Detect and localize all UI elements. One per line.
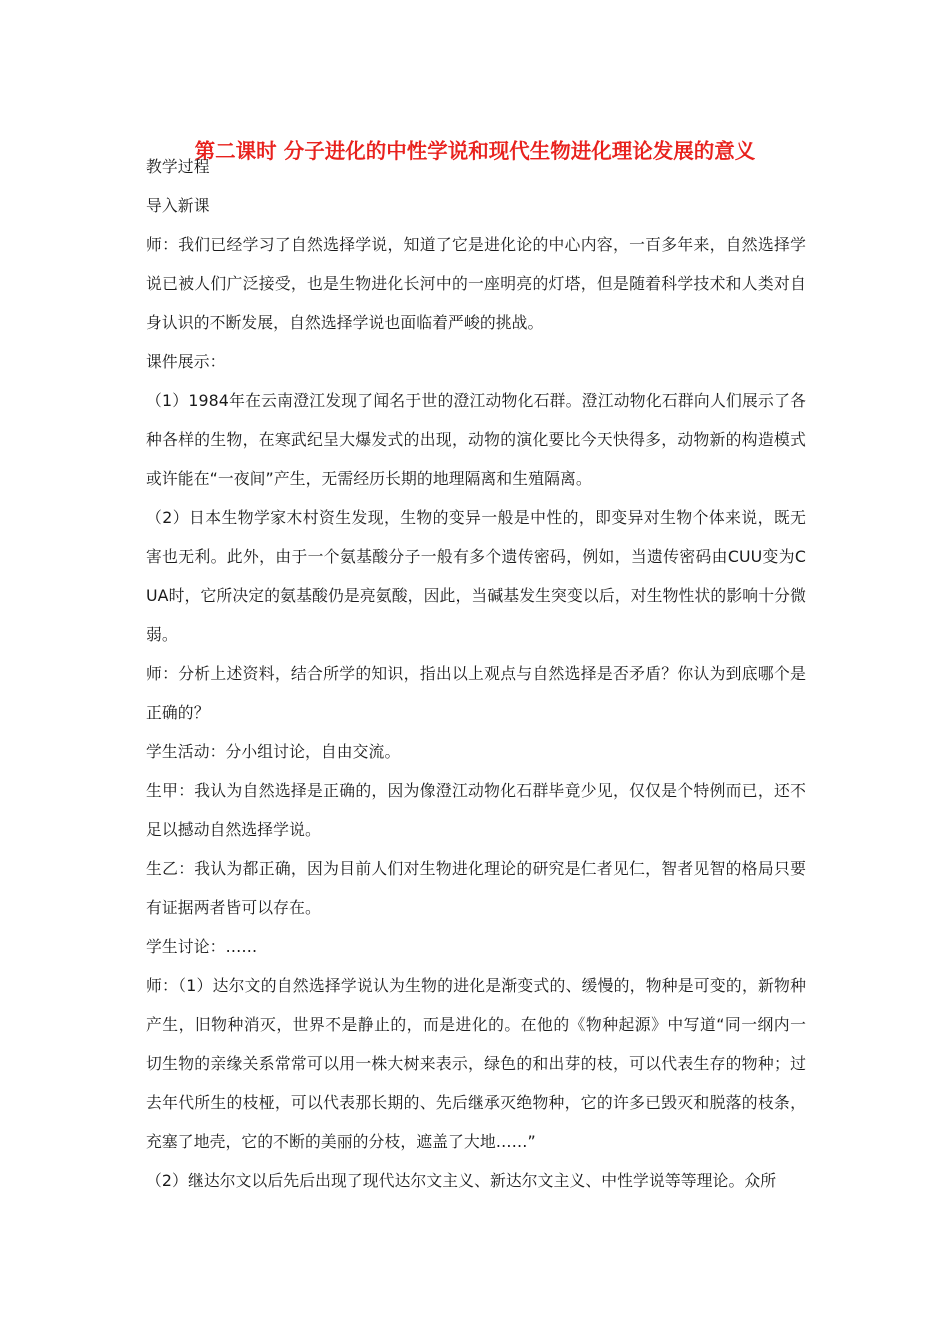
paragraph: 学生讨论：…… xyxy=(146,937,258,956)
page-title: 第二课时 分子进化的中性学说和现代生物进化理论发展的意义 xyxy=(194,138,756,163)
paragraph: 生甲：我认为自然选择是正确的，因为像澄江动物化石群毕竟少见，仅仅是个特例而已，还不足以撼动自然选择学说。 xyxy=(146,781,806,839)
paragraph: （2）日本生物学家木村资生发现，生物的变异一般是中性的，即变异对生物个体来说，既无害也无利。此外，由于一个氨基酸分子一般有多个遗传密码，例如，当遗传密码由CUU变为CUA时，它所决定的氨基酸仍是亮氨酸，因此，当碱基发生突变以后，对生物性状的影响十分微弱。 xyxy=(146,508,806,644)
document-body xyxy=(146,147,806,1200)
paragraph: 课件展示： xyxy=(146,352,226,371)
paragraph: 师：分析上述资料，结合所学的知识，指出以上观点与自然选择是否矛盾？你认为到底哪个是正确的？ xyxy=(146,664,806,722)
section-heading: 教学过程 xyxy=(146,157,210,176)
paragraph: （2）继达尔文以后先后出现了现代达尔文主义、新达尔文主义、中性学说等等理论。众所 xyxy=(146,1171,777,1190)
paragraph: 师：我们已经学习了自然选择学说，知道了它是进化论的中心内容，一百多年来，自然选择学说已被人们广泛接受，也是生物进化长河中的一座明亮的灯塔，但是随着科学技术和人类对自身认识的不断发展，自然选择学说也面临着严峻的挑战。 xyxy=(146,235,806,332)
paragraph: （1）1984年在云南澄江发现了闻名于世的澄江动物化石群。澄江动物化石群向人们展示了各种各样的生物，在寒武纪呈大爆发式的出现，动物的演化要比今天快得多，动物新的构造模式或许能在“一夜间”产生，无需经历长期的地理隔离和生殖隔离。 xyxy=(146,391,806,488)
paragraph: 师：（1）达尔文的自然选择学说认为生物的进化是渐变式的、缓慢的，物种是可变的，新物种产生，旧物种消灭，世界不是静止的，而是进化的。在他的《物种起源》中写道“同一纲内一切生物的亲缘关系常常可以用一株大树来表示，绿色的和出芽的枝，可以代表生存的物种；过去年代所生的枝桠，可以代表那长期的、先后继承灭绝物种，它的许多已毁灭和脱落的枝条，充塞了地壳，它的不断的美丽的分枝，遮盖了大地……” xyxy=(146,976,806,1151)
paragraph: 学生活动：分小组讨论，自由交流。 xyxy=(146,742,401,761)
paragraph: 生乙：我认为都正确，因为目前人们对生物进化理论的研究是仁者见仁，智者见智的格局只要有证据两者皆可以存在。 xyxy=(146,859,806,917)
section-subheading: 导入新课 xyxy=(146,196,210,215)
